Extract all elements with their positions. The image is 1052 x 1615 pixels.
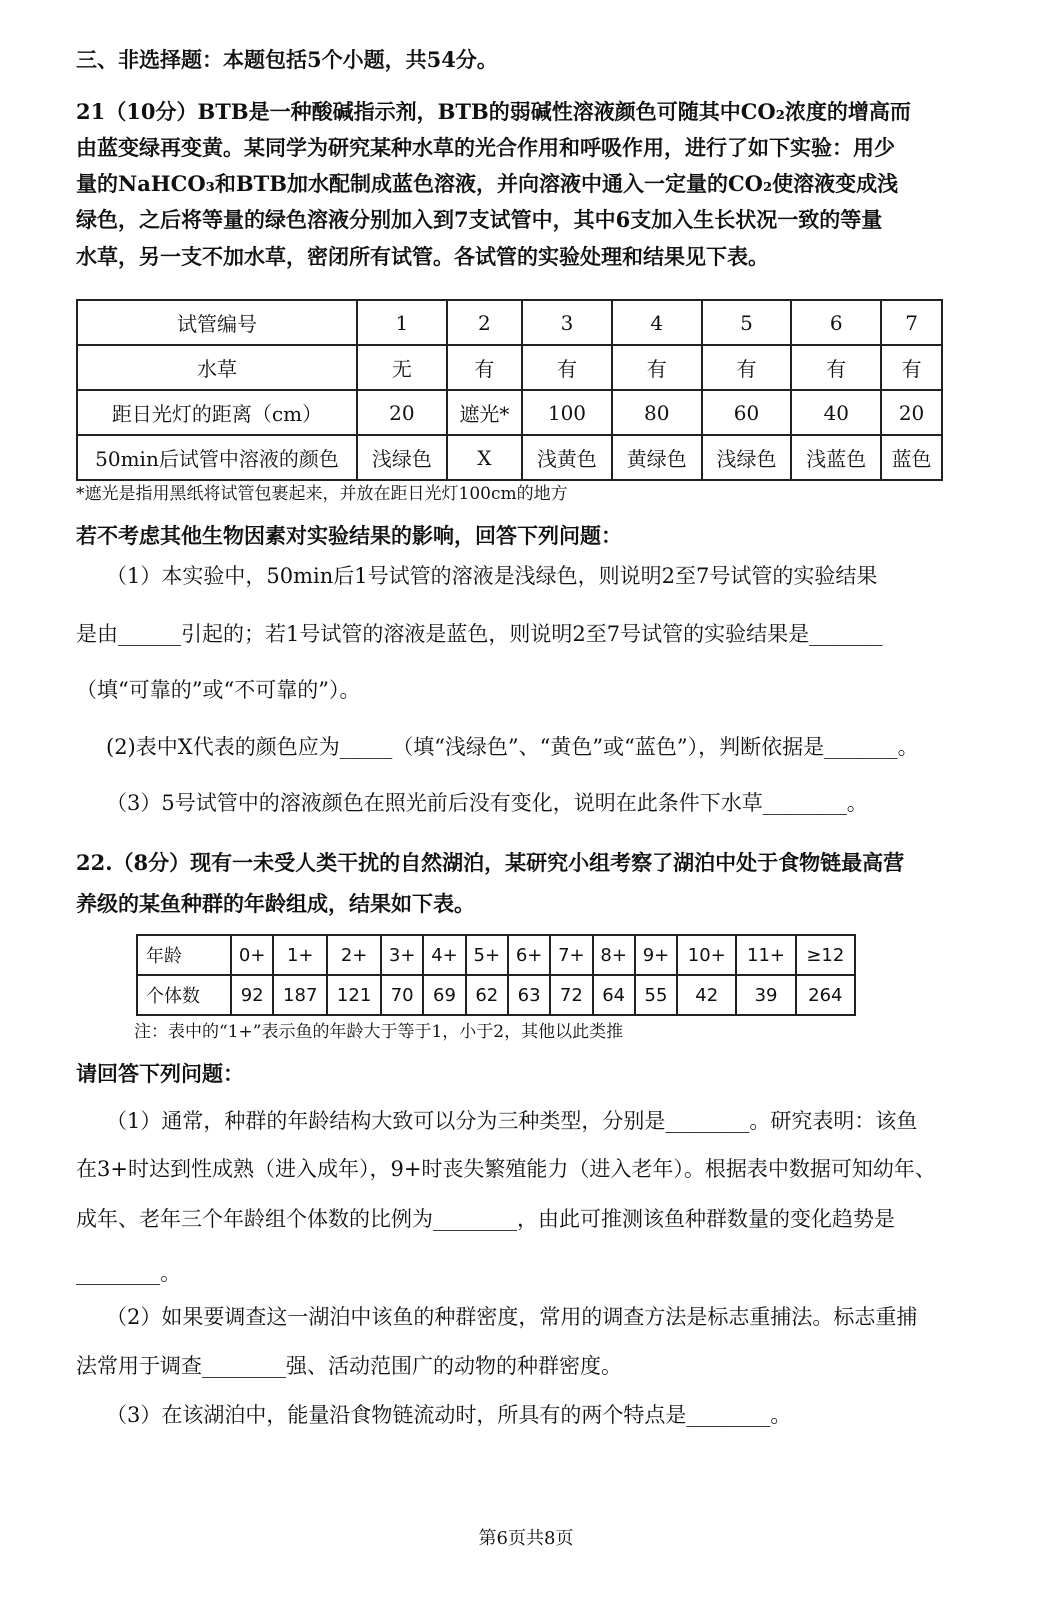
- section-title: 三、非选择题：本题包括5个小题，共54分。: [76, 47, 498, 72]
- q22-sub3: （3）在该湖泊中，能量沿食物链流动时，所具有的两个特点是________。: [106, 1403, 792, 1427]
- table-row: [77, 345, 942, 390]
- table-cell: 80: [612, 390, 702, 435]
- q22-prompt: 请回答下列问题：: [76, 1061, 244, 1086]
- table-cell: 浅绿色: [702, 435, 792, 480]
- table-cell: 浅黄色: [522, 435, 612, 480]
- table-cell: 4+: [423, 935, 465, 975]
- q22-sub2-line: （2）如果要调查这一湖泊中该鱼的种群密度，常用的调查方法是标志重捕法。标志重捕: [106, 1305, 918, 1329]
- table-cell: 蓝色: [881, 435, 942, 480]
- q21-intro-line: 由蓝变绿再变黄。某同学为研究某种水草的光合作用和呼吸作用，进行了如下实验：用少: [76, 135, 895, 160]
- table-cell: 有: [791, 345, 881, 390]
- table-cell: 浅蓝色: [791, 435, 881, 480]
- table-cell: 有: [702, 345, 792, 390]
- table-cell: 3: [522, 300, 612, 345]
- table-cell: 有: [522, 345, 612, 390]
- q22-sub1-line: 在3+时达到性成熟（进入成年），9+时丧失繁殖能力（进入老年）。根据表中数据可知幼年、: [76, 1157, 936, 1181]
- table-cell: 有: [881, 345, 942, 390]
- q21-sub1-line: （1）本实验中，50min后1号试管的溶液是浅绿色，则说明2至7号试管的实验结果: [106, 564, 878, 588]
- table-cell: 9+: [635, 935, 677, 975]
- q21-intro-line: 绿色，之后将等量的绿色溶液分别加入到7支试管中，其中6支加入生长状况一致的等量: [76, 207, 883, 232]
- table-cell: 遮光*: [447, 390, 522, 435]
- table-cell: 有: [447, 345, 522, 390]
- table-row: [77, 390, 942, 435]
- table-cell: 20: [881, 390, 942, 435]
- table-cell: 有: [612, 345, 702, 390]
- table-cell: 55: [635, 975, 677, 1015]
- table-cell: 62: [466, 975, 508, 1015]
- table-cell: 无: [357, 345, 447, 390]
- table-cell: 42: [677, 975, 736, 1015]
- table-cell: 8+: [593, 935, 635, 975]
- table-cell: 100: [522, 390, 612, 435]
- table-cell: 1+: [273, 935, 327, 975]
- table-cell: 60: [702, 390, 792, 435]
- table-cell: 11+: [736, 935, 795, 975]
- q21-prompt: 若不考虑其他生物因素对实验结果的影响，回答下列问题：: [76, 523, 622, 548]
- q22-table-note: 注：表中的“1+”表示鱼的年龄大于等于1，小于2，其他以此类推: [134, 1022, 624, 1042]
- table-cell: 121: [327, 975, 381, 1015]
- table-cell: ≥12: [796, 935, 855, 975]
- table-row: [137, 975, 855, 1015]
- table-cell: 个体数: [137, 975, 231, 1015]
- table-cell: 50min后试管中溶液的颜色: [77, 435, 357, 480]
- table-cell: 7: [881, 300, 942, 345]
- q21-experiment-table: [76, 299, 943, 481]
- q22-sub2-line: 法常用于调查________强、活动范围广的动物的种群密度。: [76, 1354, 622, 1378]
- table-cell: 6+: [508, 935, 550, 975]
- q21-table-note: *遮光是指用黑纸将试管包裹起来，并放在距日光灯100cm的地方: [76, 484, 568, 504]
- table-cell: 72: [550, 975, 592, 1015]
- table-cell: 40: [791, 390, 881, 435]
- table-cell: 黄绿色: [612, 435, 702, 480]
- q21-sub3: （3）5号试管中的溶液颜色在照光前后没有变化，说明在此条件下水草________。: [106, 791, 868, 815]
- q21-intro-line: 量的NaHCO₃和BTB加水配制成蓝色溶液，并向溶液中通入一定量的CO₂使溶液变成浅: [76, 171, 899, 196]
- table-cell: X: [447, 435, 522, 480]
- table-cell: 距日光灯的距离（cm）: [77, 390, 357, 435]
- table-cell: 264: [796, 975, 855, 1015]
- table-cell: 试管编号: [77, 300, 357, 345]
- q22-sub1-line: 成年、老年三个年龄组个体数的比例为________，由此可推测该鱼种群数量的变化趋势是: [76, 1207, 895, 1231]
- q22-intro-line: 22.（8分）现有一未受人类干扰的自然湖泊，某研究小组考察了湖泊中处于食物链最高营: [76, 850, 905, 875]
- table-cell: 3+: [381, 935, 423, 975]
- table-cell: 年龄: [137, 935, 231, 975]
- table-cell: 1: [357, 300, 447, 345]
- table-cell: 浅绿色: [357, 435, 447, 480]
- table-cell: 70: [381, 975, 423, 1015]
- table-cell: 92: [231, 975, 273, 1015]
- table-cell: 10+: [677, 935, 736, 975]
- table-cell: 5+: [466, 935, 508, 975]
- table-cell: 64: [593, 975, 635, 1015]
- table-cell: 2+: [327, 935, 381, 975]
- table-cell: 63: [508, 975, 550, 1015]
- table-header-row: [77, 300, 942, 345]
- table-cell: 2: [447, 300, 522, 345]
- table-cell: 水草: [77, 345, 357, 390]
- q21-intro-line: 水草，另一支不加水草，密闭所有试管。各试管的实验处理和结果见下表。: [76, 244, 769, 269]
- q21-sub2: (2)表中X代表的颜色应为_____（填“浅绿色”、“黄色”或“蓝色”），判断依据是_______。: [106, 735, 919, 759]
- page-footer: 第6页共8页: [478, 1528, 574, 1549]
- q21-intro-line: 21（10分）BTB是一种酸碱指示剂，BTB的弱碱性溶液颜色可随其中CO₂浓度的增高而: [76, 99, 911, 124]
- table-cell: 5: [702, 300, 792, 345]
- q22-sub1-line: （1）通常，种群的年龄结构大致可以分为三种类型，分别是________。研究表明：该鱼: [106, 1109, 918, 1133]
- q22-intro-line: 养级的某鱼种群的年龄组成，结果如下表。: [76, 891, 475, 916]
- table-cell: 0+: [231, 935, 273, 975]
- q22-age-table: [136, 934, 856, 1016]
- table-cell: 69: [423, 975, 465, 1015]
- q21-sub1-line: 是由______引起的；若1号试管的溶液是蓝色，则说明2至7号试管的实验结果是_______: [76, 622, 883, 646]
- table-cell: 7+: [550, 935, 592, 975]
- q22-sub1-line: ________。: [76, 1261, 181, 1285]
- table-cell: 20: [357, 390, 447, 435]
- table-header-row: [137, 935, 855, 975]
- q21-sub1-line: （填“可靠的”或“不可靠的”）。: [76, 678, 361, 702]
- table-row: [77, 435, 942, 480]
- table-cell: 6: [791, 300, 881, 345]
- table-cell: 4: [612, 300, 702, 345]
- table-cell: 39: [736, 975, 795, 1015]
- table-cell: 187: [273, 975, 327, 1015]
